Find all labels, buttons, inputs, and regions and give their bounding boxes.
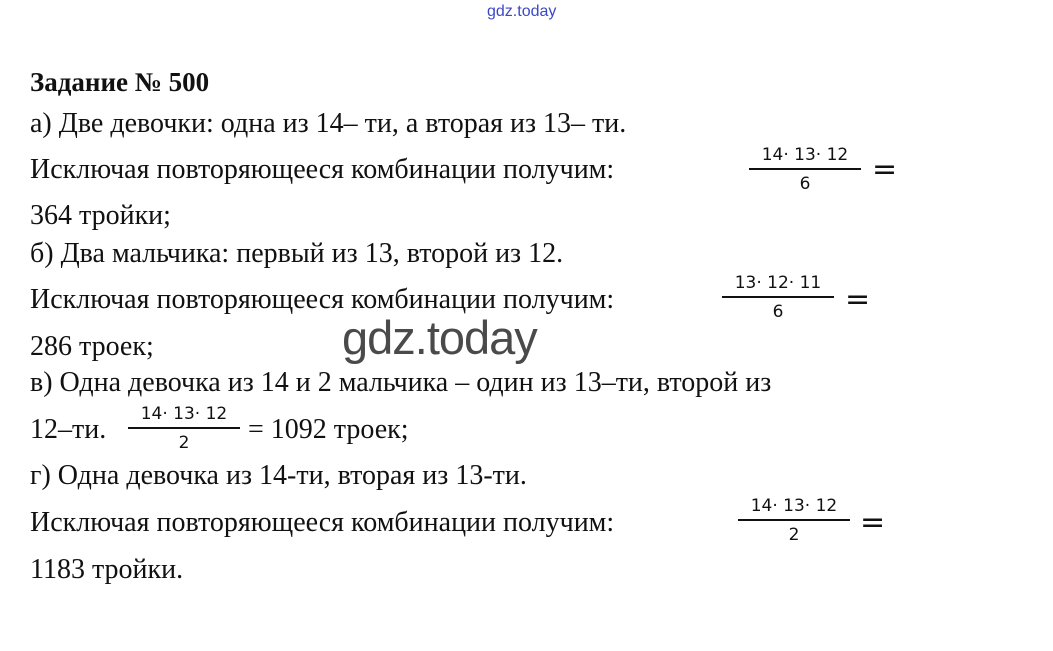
- part-v-fraction: [128, 404, 240, 453]
- part-g-denominator: 2: [788, 525, 800, 545]
- part-a-equals: =: [872, 152, 898, 187]
- part-v-result: = 1092 троек;: [248, 414, 409, 445]
- part-b-text: Исключая повторяющееся комбинации получим:: [30, 284, 615, 315]
- task-title: Задание № 500: [30, 67, 210, 97]
- part-b-denominator: 6: [772, 302, 784, 322]
- part-g-text: Исключая повторяющееся комбинации получим:: [30, 507, 615, 538]
- part-b-statement: б) Два мальчика: первый из 13, второй из 12.: [30, 238, 564, 269]
- part-v-denominator: 2: [178, 433, 190, 453]
- part-g-fraction: [738, 496, 850, 545]
- watermark-center: gdz.today: [342, 311, 537, 364]
- part-a-statement: а) Две девочки: одна из 14– ти, а вторая из 13– ти.: [30, 108, 627, 139]
- part-b-result: 286 троек;: [30, 331, 154, 362]
- part-v-statement: в) Одна девочка из 14 и 2 мальчика – один из 13–ти, второй из: [30, 367, 772, 398]
- part-g-equals: =: [860, 505, 886, 540]
- part-g-numerator: 14· 13· 12: [738, 496, 850, 521]
- part-v-prefix: 12–ти.: [30, 414, 107, 445]
- part-b-equals: =: [845, 282, 871, 317]
- part-a-numerator: 14· 13· 12: [749, 145, 861, 170]
- part-a-text: Исключая повторяющееся комбинации получим:: [30, 154, 615, 185]
- part-v-numerator: 14· 13· 12: [128, 404, 240, 429]
- part-b-fraction: [722, 273, 834, 322]
- part-b-numerator: 13· 12· 11: [722, 273, 834, 298]
- part-a-denominator: 6: [799, 174, 811, 194]
- part-g-result: 1183 тройки.: [30, 554, 184, 585]
- part-a-result: 364 тройки;: [30, 200, 171, 231]
- part-g-statement: г) Одна девочка из 14-ти, вторая из 13-ти.: [30, 460, 527, 491]
- watermark-top: gdz.today: [487, 3, 557, 20]
- part-a-fraction: [749, 145, 861, 194]
